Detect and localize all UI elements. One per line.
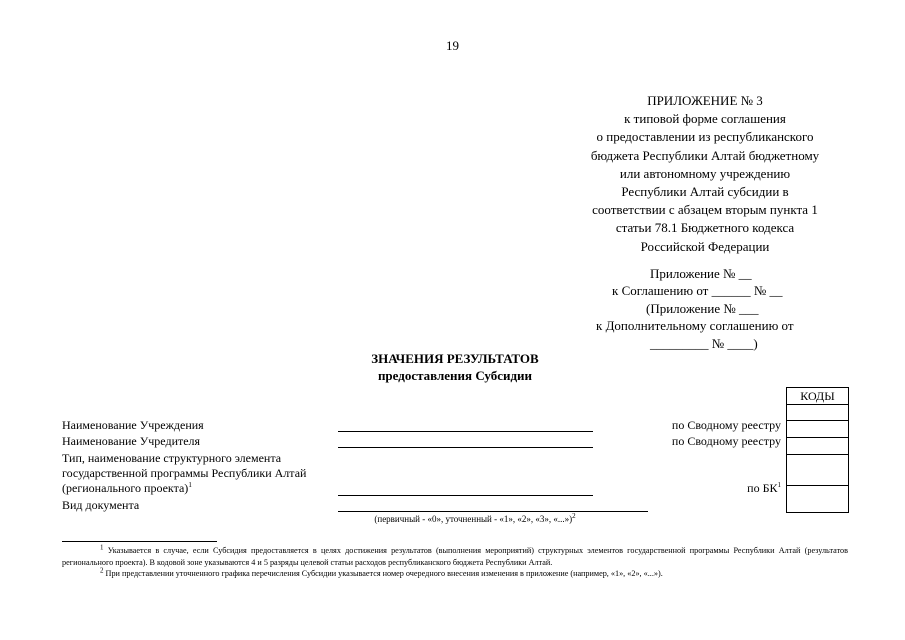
footnote-1: [62, 545, 848, 568]
attachment-line: _________ № ____): [650, 335, 758, 351]
title-sub: предоставления Субсидии: [377, 368, 533, 383]
appendix-line: о предоставлении из республиканского: [596, 129, 814, 145]
hint-text: (первичный - «0», уточненный - «1», «2», «3», «...»): [374, 514, 573, 524]
doc-kind-hint: [300, 514, 650, 524]
type-line[interactable]: [338, 495, 593, 496]
appendix-line: Российской Федерации: [640, 238, 770, 254]
footnote-divider: [62, 541, 217, 542]
label-registry1: по Сводному реестру: [671, 418, 781, 432]
label-institution: Наименование Учреждения: [62, 418, 204, 432]
appendix-line: Республики Алтай субсидии в: [621, 184, 789, 200]
footnote-mark: 2: [572, 512, 576, 520]
label-type-line1: Тип, наименование структурного элемента: [62, 451, 282, 465]
footnotes: [62, 545, 848, 580]
footnote-mark: 1: [777, 481, 781, 489]
appendix-line: ПРИЛОЖЕНИЕ № 3: [647, 93, 763, 108]
footnote-text: При представлении уточненного графика перечисления Субсидии указывается номер очередного внесения изменения в приложение (например, «1», «2», «...»).: [105, 569, 663, 579]
label-type-line3: [62, 481, 192, 496]
label-founder: Наименование Учредителя: [62, 434, 201, 448]
label-bk: [620, 481, 781, 496]
appendix-line: бюджета Республики Алтай бюджетному: [590, 147, 820, 163]
document-title: [300, 350, 610, 384]
footnote-mark: 1: [100, 543, 104, 552]
label-registry2: по Сводному реестру: [671, 434, 781, 448]
appendix-line: соответствии с абзацем вторым пункта 1: [592, 202, 818, 218]
attachment-line: к Дополнительному соглашению от: [596, 318, 794, 334]
title-main: ЗНАЧЕНИЯ РЕЗУЛЬТАТОВ: [371, 351, 539, 366]
attachment-line: Приложение № __: [650, 266, 752, 281]
doc-kind-line[interactable]: [338, 511, 648, 512]
label-bk-text: по БК: [747, 481, 778, 495]
footnote-2: [62, 568, 848, 580]
codes-header: КОДЫ: [787, 388, 848, 405]
founder-line[interactable]: [338, 447, 593, 448]
appendix-line: статьи 78.1 Бюджетного кодекса: [615, 220, 795, 236]
label-type-text: (регионального проекта): [62, 481, 189, 495]
appendix-header: [560, 92, 850, 256]
codes-table: [786, 387, 849, 513]
footnote-mark: 2: [100, 566, 104, 575]
codes-cell-registry2[interactable]: [787, 438, 848, 455]
codes-cell-empty: [787, 405, 848, 421]
codes-cell-registry1[interactable]: [787, 421, 848, 438]
label-type-line2: государственной программы Республики Алтай: [62, 466, 307, 480]
footnote-text: Указывается в случае, если Субсидия предоставляется в целях достижения результатов (выполнения мероприятий) структурных элементов государственной программы Республики Алтай (результатов регионального проекта). В кодовой зоне указываются 4 и 5 разряды целевой статьи расходов республиканского бюджета Республики Алтай.: [62, 546, 849, 567]
attachment-reference: [560, 265, 860, 352]
codes-cell-bk[interactable]: [787, 455, 848, 486]
codes-cell-doc-kind[interactable]: [787, 486, 848, 512]
appendix-line: или автономному учреждению: [619, 165, 791, 181]
label-doc-kind: Вид документа: [62, 498, 140, 512]
institution-line[interactable]: [338, 431, 593, 432]
appendix-line: к типовой форме соглашения: [624, 111, 786, 127]
attachment-line: (Приложение № ___: [646, 300, 759, 316]
attachment-line: к Соглашению от ______ № __: [612, 283, 783, 299]
footnote-mark: 1: [188, 481, 192, 489]
page-number: 19: [446, 38, 459, 53]
